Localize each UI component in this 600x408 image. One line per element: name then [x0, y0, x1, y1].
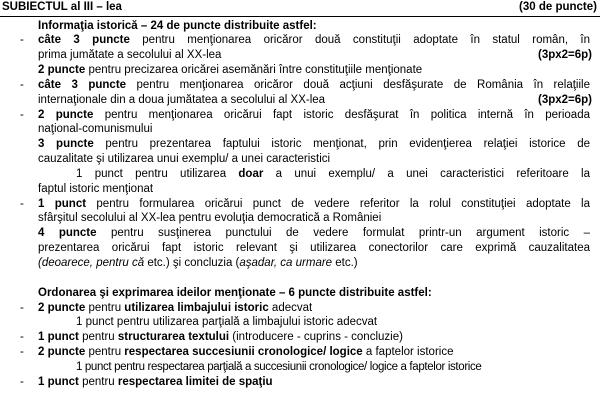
- text-segment: 1 punct pentru respectarea parţială a succesiunii cronologice/ logice a faptelor istorice: [76, 360, 482, 373]
- text-segment: internaţionale din a doua jumătatea a secolului al XX-lea: [38, 93, 326, 106]
- text-line: [0, 286, 600, 301]
- text-segment: respectarea succesiunii cronologice/ logice: [124, 346, 363, 359]
- text-segment: pentru: [85, 346, 125, 359]
- text-line: [0, 167, 600, 182]
- text-segment: faptul istoric menţionat: [38, 182, 154, 195]
- text-line: [0, 226, 600, 241]
- text-segment: aşadar, ca urmare: [239, 257, 333, 269]
- text-segment: etc.) şi concluzia (: [144, 257, 240, 269]
- points-label: (3px2=6p): [537, 49, 592, 62]
- document-body: [0, 19, 600, 390]
- points-label: (3px2=6p): [537, 93, 592, 106]
- text-line: [0, 360, 600, 375]
- list-dash: -: [20, 375, 24, 388]
- text-segment: pentru prezentarea faptului istoric menţionat, prin evidenţierea relaţiei istorice de: [93, 138, 590, 151]
- list-dash: -: [20, 346, 24, 359]
- text-segment: câte 3 puncte: [38, 78, 127, 91]
- list-dash: -: [20, 108, 24, 121]
- text-line: [0, 33, 600, 48]
- text-segment: 2 puncte: [38, 108, 94, 121]
- blank-line: [0, 271, 600, 286]
- text-line: [0, 330, 600, 345]
- text-line: [0, 108, 600, 123]
- text-line: [0, 345, 600, 360]
- text-segment: (introducere - cuprins - concluzie): [229, 331, 403, 344]
- text-segment: doar: [238, 167, 264, 180]
- text-segment: 1 punct: [38, 331, 79, 344]
- text-line: [0, 241, 600, 256]
- list-dash: -: [20, 78, 24, 91]
- text-segment: pentru precizarea oricărei asemănări între constituţiile menţionate: [85, 64, 423, 77]
- text-segment: Ordonarea şi exprimarea ideilor menţionate – 6 puncte distribuite astfel:: [38, 286, 432, 299]
- text-line: [0, 256, 600, 271]
- text-segment: utilizarea limbajului istoric: [124, 301, 269, 314]
- text-line: [0, 78, 600, 93]
- text-line: [0, 63, 600, 78]
- text-segment: câte 3 puncte: [38, 34, 130, 47]
- text-segment: 2 puncte: [38, 301, 86, 314]
- text-segment: a unui exemplu/ a unei caracteristici referitoare la: [263, 167, 590, 180]
- text-segment: pentru: [85, 301, 125, 314]
- text-segment: etc.): [332, 257, 358, 269]
- text-segment: pentru menţionarea oricăror două acţiuni desfăşurate de România în relaţiile: [126, 78, 590, 91]
- text-line: [0, 122, 600, 137]
- text-segment: 1 punct pentru utilizarea parţială a limbajului istoric adecvat: [76, 316, 378, 329]
- text-segment: cauzalitate şi utilizarea unui exemplu/ a unei caracteristici: [38, 153, 331, 166]
- list-dash: -: [20, 301, 24, 314]
- text-line: [0, 211, 600, 226]
- text-segment: 1 punct: [38, 197, 87, 210]
- text-segment: prima jumătate a secolului al XX-lea: [38, 49, 222, 62]
- text-segment: pentru susţinerea punctului de vedere formulat printr-un argument istoric –: [96, 227, 590, 240]
- list-dash: -: [20, 331, 24, 344]
- text-segment: 1 punct pentru utilizarea: [76, 167, 239, 180]
- text-segment: 3 puncte: [38, 138, 94, 151]
- text-segment: pentru: [78, 331, 118, 344]
- text-segment: Informaţia istorică – 24 de puncte distribuite astfel:: [38, 19, 317, 32]
- text-line: [0, 182, 600, 197]
- document-header: [0, 1, 600, 17]
- text-segment: prezentarea oricărui fapt istoric relevant şi utilizarea conectorilor care exprimă cauzalitatea: [38, 242, 590, 255]
- text-segment: deoarece, pentru că: [41, 257, 145, 269]
- text-line: [0, 301, 600, 316]
- text-segment: 2 puncte: [38, 64, 86, 77]
- text-line: [0, 375, 600, 390]
- text-segment: pentru formularea oricărui punct de vedere referitor la rolul constituţiei adoptate la: [86, 197, 591, 210]
- text-segment: naţional-comunismului: [38, 123, 153, 136]
- text-segment: 2 puncte: [38, 346, 86, 359]
- list-dash: -: [20, 34, 24, 47]
- text-segment: pentru: [78, 375, 118, 388]
- text-line: [0, 93, 600, 108]
- text-segment: adecvat: [268, 301, 313, 314]
- text-segment: pentru menţionarea oricărui fapt istoric desfăşurat în politica internă în perioada: [93, 108, 590, 121]
- text-line: [0, 315, 600, 330]
- text-segment: 4 puncte: [38, 227, 97, 240]
- text-line: [0, 152, 600, 167]
- text-segment: (: [38, 257, 42, 269]
- text-segment: respectarea limitei de spaţiu: [117, 375, 273, 388]
- text-segment: pentru menţionarea oricăror două constituţii adoptate în statul român, în: [129, 34, 591, 47]
- text-line: [0, 137, 600, 152]
- text-line: [0, 197, 600, 212]
- subject-total-points: (30 de puncte): [519, 1, 597, 13]
- text-segment: structurarea textului: [117, 331, 230, 344]
- text-line: [0, 19, 600, 34]
- text-segment: 1 punct: [38, 375, 79, 388]
- text-segment: a faptelor istorice: [362, 346, 454, 359]
- list-dash: -: [20, 197, 24, 210]
- subject-title: SUBIECTUL al III – lea: [2, 1, 122, 13]
- text-line: [0, 48, 600, 63]
- text-segment: sfârşitul secolului al XX-lea pentru evoluţia democratică a României: [38, 212, 382, 225]
